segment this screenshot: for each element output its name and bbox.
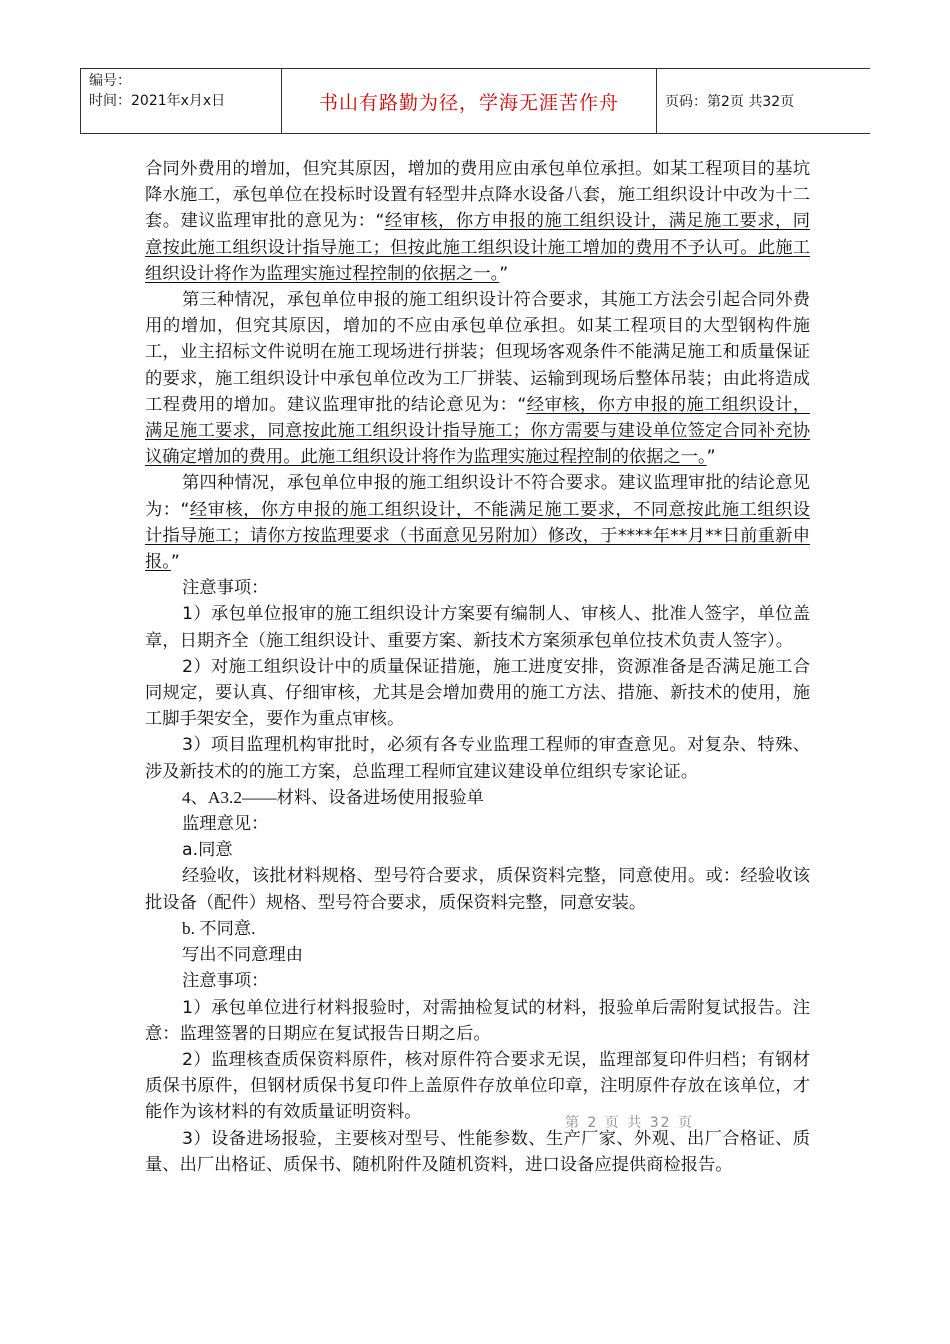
note-item: 1）承包单位进行材料报验时，对需抽检复试的材料，报验单后需附复试报告。注意：监理签署的日期应在复试报告日期之后。 <box>145 997 810 1044</box>
note-item: 1）承包单位报审的施工组织设计方案要有编制人、审核人、批准人签字，单位盖章，日期齐全（施工组织设计、重要方案、新技术方案须承包单位技术负责人签字）。 <box>145 604 810 651</box>
option-a-text: 经验收，该批材料规格、型号符合要求，质保资料完整，同意使用。或：经验收该批设备（配件）规格、型号符合要求，质保资料完整，同意安装。 <box>145 866 810 913</box>
approval-opinion-quote: 经审核，你方申报的施工组织设计，满足施工要求，同意按此施工组织设计指导施工；你方需要与建设单位签定合同补充协议确定增加的费用。此施工组织设计将作为监理实施过程控制的依据之一。 <box>145 394 810 468</box>
page-header <box>80 68 870 134</box>
approval-opinion-quote: 经审核，你方申报的施工组织设计，满足施工要求，同意按此施工组织设计指导施工；但按此施工组织设计施工增加的费用不予认可。此施工组织设计将作为监理实施过程控制的依据之一。 <box>145 211 810 284</box>
document-code-label: 编号： <box>89 73 131 89</box>
header-page-info: 页码：第2页 共32页 <box>665 94 795 110</box>
section-heading: 4、A3.2——材料、设备进场使用报验单 <box>182 787 484 808</box>
notes-heading: 注意事项： <box>182 578 269 599</box>
document-body <box>145 156 810 1178</box>
header-motto: 书山有路勤为径，学海无涯苦作舟 <box>281 69 657 133</box>
option-b: b. 不同意. <box>182 918 256 938</box>
opinion-label: 监理意见： <box>182 814 269 835</box>
note-item: 2）监理核查质保资料原件，核对原件符合要求无误，监理部复印件归档；有钢材质保书原件，但钢材质保书复印件上盖原件存放单位印章，注明原件存放在该单位，才能作为该材料的有效质量证明资料。 <box>145 1049 810 1123</box>
document-date: 时间：2021年x月x日 <box>89 93 226 109</box>
note-item: 2）对施工组织设计中的质量保证措施，施工进度安排，资源准备是否满足施工合同规定，要认真、仔细审核，尤其是会增加费用的施工方法、措施、新技术的使用，施工脚手架安全，要作为重点审核。 <box>145 656 810 730</box>
note-item: 3）项目监理机构审批时，必须有各专业监理工程师的审查意见。对复杂、特殊、涉及新技术的的施工方案，总监理工程师宜建议建设单位组织专家论证。 <box>145 735 810 782</box>
approval-opinion-quote: 经审核，你方申报的施工组织设计，不能满足施工要求，不同意按此施工组织设计指导施工；请你方按监理要求（书面意见另附加）修改，于****年**月**日前重新申报。 <box>145 499 810 573</box>
page-number-watermark: 第 2 页 共 32 页 <box>565 1115 694 1131</box>
paragraph-case2-continued: 合同外费用的增加，但究其原因，增加的费用应由承包单位承担。如某工程项目的基坑降水施工，承包单位在投标时设置有轻型井点降水设备八套，施工组织设计中改为十二套。建议监理审批的意见为：“经审核，你方申报的施工组织设计，满足施工要求，同意按此施工组织设计指导施工；但按此施工组织设计施工增加的费用不予认可。此施工组织设计将作为监理实施过程控制的依据之一。” <box>145 159 810 284</box>
paragraph-case4: 第四种情况，承包单位申报的施工组织设计不符合要求。建议监理审批的结论意见为：“经审核，你方申报的施工组织设计，不能满足施工要求，不同意按此施工组织设计指导施工；请你方按监理要求（书面意见另附加）修改，于****年**月**日前重新申报。” <box>145 473 810 573</box>
option-b-text: 写出不同意理由 <box>182 945 303 966</box>
header-meta <box>81 69 281 133</box>
option-a: a.同意 <box>182 840 233 861</box>
notes-heading: 注意事项： <box>182 971 269 992</box>
paragraph-case3: 第三种情况，承包单位申报的施工组织设计符合要求，其施工方法会引起合同外费用的增加，但究其原因，增加的不应由承包单位承担。如某工程项目的大型钢构件施工，业主招标文件说明在施工现场进行拼装；但现场客观条件不能满足施工和质量保证的要求，施工组织设计中承包单位改为工厂拼装、运输到现场后整体吊装；由此将造成工程费用的增加。建议监理审批的结论意见为：“经审核，你方申报的施工组织设计，满足施工要求，同意按此施工组织设计指导施工；你方需要与建设单位签定合同补充协议确定增加的费用。此施工组织设计将作为监理实施过程控制的依据之一。” <box>145 290 810 468</box>
note-item: 3）设备进场报验，主要核对型号、性能参数、生产厂家、外观、出厂合格证、质量、出厂出格证、质保书、随机附件及随机资料，进口设备应提供商检报告。 <box>145 1128 810 1175</box>
